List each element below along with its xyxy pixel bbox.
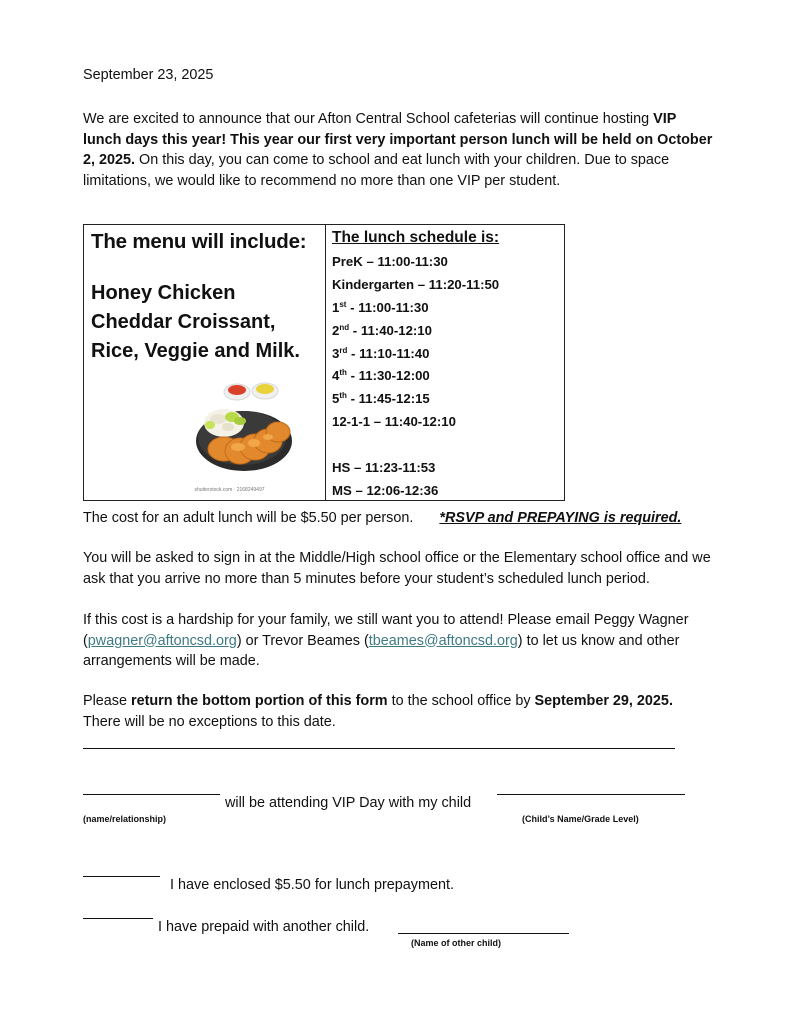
hardship-text: ) or Trevor Beames ( xyxy=(236,632,369,649)
cost-text: The cost for an adult lunch will be $5.50 per person. xyxy=(83,510,414,526)
signin-paragraph: You will be asked to sign in at the Middle/High school office or the Elementary school office and we ask that you arrive no more than 5 minutes before your student’s scheduled lunch period. xyxy=(83,550,711,587)
other-child-blank[interactable] xyxy=(398,933,569,934)
intro-paragraph xyxy=(83,109,713,191)
schedule-row: HS – 11:23-11:53 xyxy=(332,460,436,476)
other-child-label: (Name of other child) xyxy=(411,938,502,948)
image-credit: shutterstock.com · 2168249497 xyxy=(194,487,265,493)
return-text: Please xyxy=(83,693,131,709)
schedule-row: 4th - 11:30-12:00 xyxy=(332,368,430,384)
letter-date: September 23, 2025 xyxy=(83,67,214,83)
hardship-paragraph xyxy=(83,610,703,672)
menu-item: Cheddar Croissant, xyxy=(91,311,276,333)
email-link-pwagner[interactable]: pwagner@aftoncsd.org xyxy=(87,632,237,649)
schedule-title: The lunch schedule is: xyxy=(332,229,500,246)
menu-item: Honey Chicken xyxy=(91,282,236,304)
chicken-plate-image xyxy=(192,375,312,485)
rsvp-notice: *RSVP and PREPAYING is required. xyxy=(439,510,682,526)
schedule-row: PreK – 11:00-11:30 xyxy=(332,254,448,269)
menu-schedule-box xyxy=(83,224,565,501)
return-paragraph xyxy=(83,691,723,732)
menu-panel xyxy=(84,225,326,500)
enclosed-text: I have enclosed $5.50 for lunch prepayment. xyxy=(170,877,454,893)
prepaid-text: I have prepaid with another child. xyxy=(158,919,370,935)
cost-line xyxy=(83,508,743,529)
return-text: to the school office by xyxy=(387,693,535,709)
name-relationship-blank[interactable] xyxy=(83,794,220,795)
return-deadline: September 29, 2025. xyxy=(534,693,673,709)
menu-item: Rice, Veggie and Milk. xyxy=(91,340,300,362)
cut-line xyxy=(83,748,675,749)
intro-text-end: On this day, you can come to school and eat lunch with your children. Due to space limitations, we would like to recommend no more than one VIP per student. xyxy=(83,152,670,189)
hardship-text: ) to let us know and other arrangements will be made. xyxy=(83,632,680,669)
attending-text: will be attending VIP Day with my child xyxy=(225,795,472,811)
intro-text: We are excited to announce that our Afton Central School cafeterias will continue hosting xyxy=(83,111,654,127)
schedule-row: MS – 12:06-12:36 xyxy=(332,482,439,498)
return-bold-text: return the bottom portion of this form xyxy=(131,693,388,709)
child-name-blank[interactable] xyxy=(497,794,685,795)
schedule-row: 5th - 11:45-12:15 xyxy=(332,391,430,407)
schedule-row: 12-1-1 – 11:40-12:10 xyxy=(332,414,456,430)
menu-items xyxy=(91,279,300,366)
schedule-panel xyxy=(326,225,564,500)
schedule-row: 2nd - 11:40-12:10 xyxy=(332,322,432,338)
schedule-row: 1st - 11:00-11:30 xyxy=(332,299,429,315)
return-note: There will be no exceptions to this date. xyxy=(83,713,336,730)
email-link-tbeames[interactable]: tbeames@aftoncsd.org xyxy=(368,632,518,649)
enclosed-checkbox-blank[interactable] xyxy=(83,876,160,877)
menu-title: The menu will include: xyxy=(91,230,307,253)
hardship-text: If this cost is a hardship for your family, we still want you to attend! Please email Peggy Wagner ( xyxy=(83,612,689,649)
child-name-label: (Child’s Name/Grade Level) xyxy=(522,814,639,824)
intro-bold-text: VIP lunch days this year! This year our first very important person lunch will be held on October 2, 2025. xyxy=(83,111,713,168)
schedule-row: Kindergarten – 11:20-11:50 xyxy=(332,276,500,292)
name-relationship-label: (name/relationship) xyxy=(83,814,167,824)
schedule-list xyxy=(332,251,499,503)
schedule-row: 3rd - 11:10-11:40 xyxy=(332,345,430,361)
schedule-row-blank xyxy=(332,434,499,457)
prepaid-checkbox-blank[interactable] xyxy=(83,918,153,919)
